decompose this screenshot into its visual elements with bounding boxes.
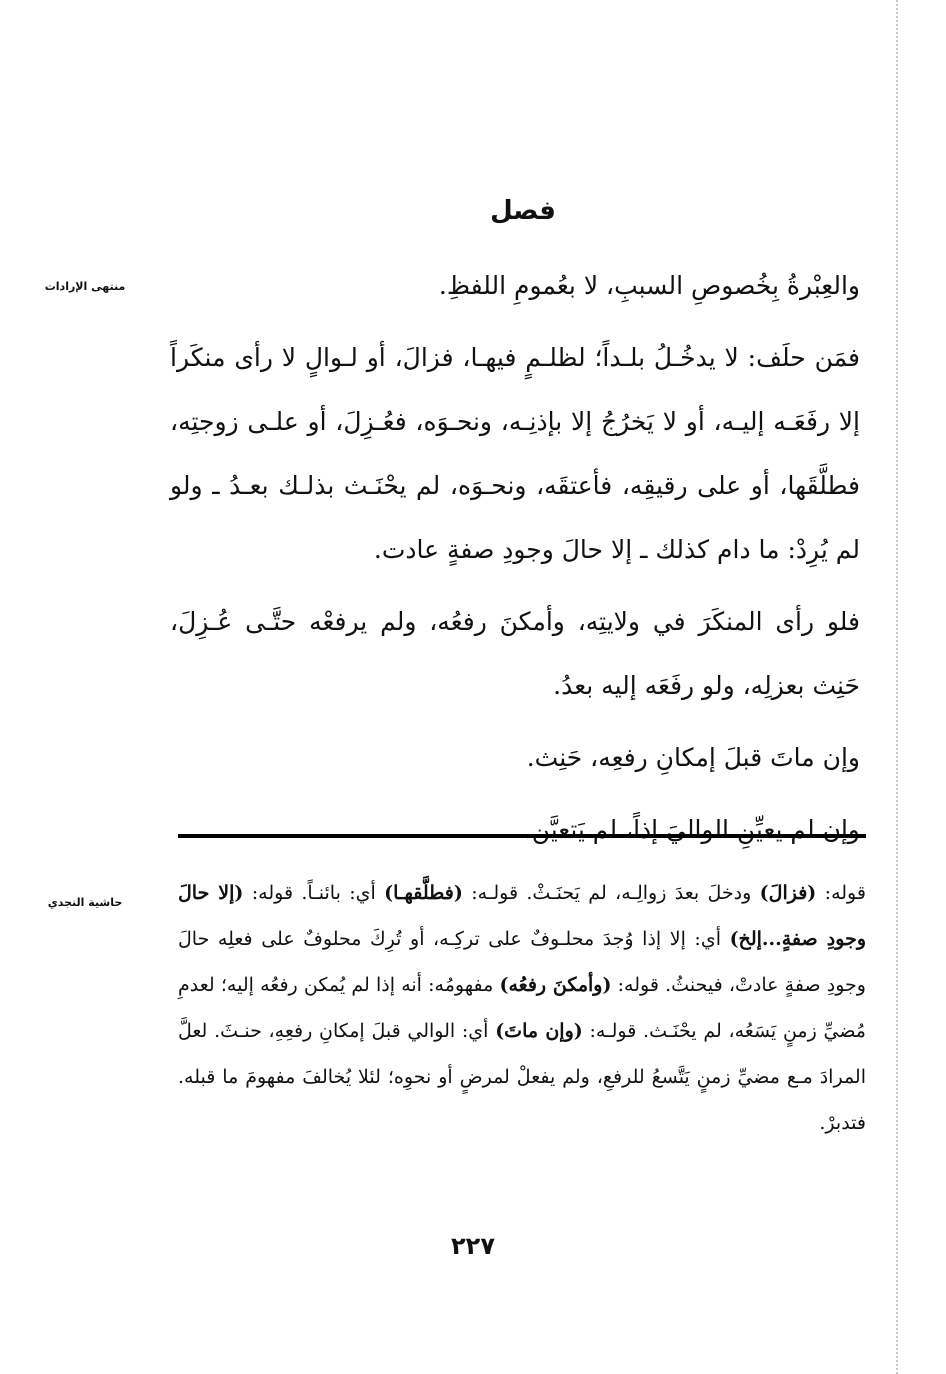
note-3-lemma: (إلا حالَ وجودِ صفةٍ...إلخ) bbox=[178, 882, 866, 950]
note-4-lemma: (وأمكنَ رفعُه) bbox=[499, 974, 612, 996]
main-paragraph-5: وإن لم يعيِّنِ الواليَ إذاً، لم يَتعيَّن. bbox=[523, 815, 860, 844]
note-1-lemma: (فزالَ) bbox=[759, 882, 817, 904]
main-paragraph-4: وإن ماتَ قبلَ إمكانِ رفعِه، حَنِث. bbox=[526, 743, 860, 772]
note-1-label: قوله: bbox=[824, 882, 866, 904]
note-4-label: قوله: bbox=[617, 974, 659, 996]
footnote-separator bbox=[178, 834, 866, 838]
note-2-lemma: (فطلَّقهـا) bbox=[384, 882, 463, 904]
main-text bbox=[170, 254, 860, 862]
margin-label-muntaha: منتهى الإرادات bbox=[44, 280, 126, 293]
margin-label-hashiya: حاشية النجدي bbox=[47, 896, 123, 909]
main-paragraph-3: فلو رأى المنكَرَ في ولايتِه، وأمكنَ رفعُه، ولم يرفعْه حتَّـى عُـزِلَ، حَنِث بعزلِه، ولو رفَعَه إليه بعدُ. bbox=[170, 607, 860, 700]
page-number: ٢٢٧ bbox=[451, 1232, 495, 1260]
note-3-text: أي: إلا إذا وُجدَ محلـوفٌ على تركِـه، أو تُرِكَ محلوفٌ على فعلِه حالَ وجودِ صفةٍ عادتْ، فيحنثُ. bbox=[178, 928, 866, 996]
section-title: فصل bbox=[490, 196, 556, 226]
note-5-lemma: (وإن ماتَ) bbox=[495, 1020, 583, 1042]
note-1-text: ودخلَ بعدَ زوالِـه، لم يَحنَـثْ. bbox=[526, 882, 752, 904]
note-5-label: قولـه: bbox=[589, 1020, 637, 1042]
main-paragraph-1: والعِبْرةُ بِخُصوصِ السببِ، لا بعُمومِ اللفظِ. bbox=[438, 271, 860, 300]
note-5-text: أي: الوالي قبلَ إمكانِ رفعِهِ، حنـثَ. لعلَّ المرادَ مـع مضيِّ زمنٍ يَتَّسعُ للرفعِ، ولم يفعلْ لمرضٍ أو نحوِه؛ لئلا يُخالفَ مفهومَ ما قبله. فتدبرْ. bbox=[178, 1020, 866, 1134]
note-2-text: أي: بائنـاً. bbox=[301, 882, 376, 904]
commentary-notes bbox=[178, 870, 866, 1146]
main-paragraph-2: فمَن حلَف: لا يدخُـلُ بلـداً؛ لظلـمٍ فيهـا، فزالَ، أو لـوالٍ لا رأى منكَراً إلا رفَعَـه إليـه، أو لا يَخرُجُ إلا بإذنِـه، ونحـوَه، فعُـزِلَ، أو علـى زوجتِه، فطلَّقَها، أو على رقيقِه، فأعتقَه، ونحـوَه، لم يحْنَـث بذلـك بعـدُ ـ ولو لم يُرِدْ: ما دام كذلك ـ إلا حالَ وجودِ صفةٍ عادت. bbox=[170, 343, 860, 564]
note-4-text: مفهومُه: أنه إذا لم يُمكن رفعُه إليه؛ لعدمِ مُضيِّ زمنٍ يَسَعُه، لم يحْنَـث. bbox=[178, 974, 866, 1042]
note-2-label: قولـه: bbox=[471, 882, 519, 904]
note-3-label: قوله: bbox=[251, 882, 294, 904]
